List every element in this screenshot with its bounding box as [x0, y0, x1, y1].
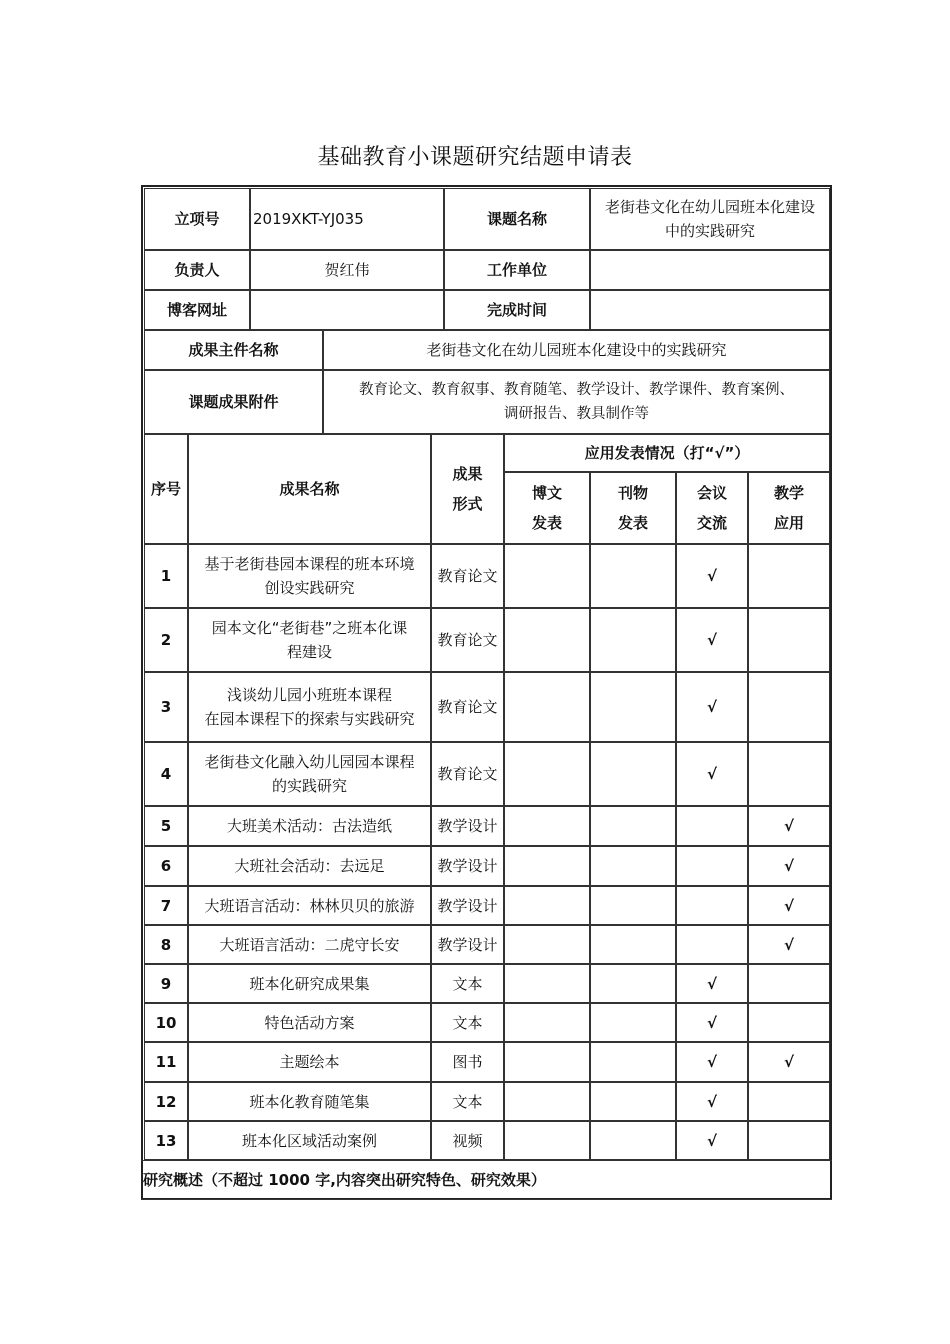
- row-form: 视频: [431, 1121, 504, 1160]
- row-check-teach: √: [748, 806, 830, 846]
- row-name-line1: 浅谈幼儿园小班班本课程: [226, 686, 392, 704]
- row-form: 教学设计: [431, 886, 504, 925]
- summary-label: 研究概述（不超过 1000 字,内容突出研究特色、研究效果）: [141, 1160, 832, 1200]
- row-seq: 3: [144, 672, 188, 742]
- col-blog-header: [504, 472, 590, 544]
- row-check-blog: [504, 1121, 590, 1160]
- row-check-journal: [590, 1082, 676, 1121]
- row-seq: 4: [144, 742, 188, 806]
- topic-value: [590, 188, 830, 250]
- topic-value-line1: 老街巷文化在幼儿园班本化建设: [604, 198, 815, 216]
- row-check-meeting: √: [676, 672, 748, 742]
- attach-label: 课题成果附件: [144, 370, 323, 434]
- col-journal-line1: 刊物: [617, 484, 648, 502]
- row-check-meeting: √: [676, 608, 748, 672]
- row-check-journal: [590, 925, 676, 964]
- row-name-line1: 大班美术活动：古法造纸: [226, 817, 392, 835]
- row-name-line2: 程建设: [286, 643, 332, 661]
- row-name: [188, 806, 431, 846]
- row-check-meeting: [676, 846, 748, 886]
- row-check-teach: [748, 1082, 830, 1121]
- row-check-meeting: √: [676, 964, 748, 1003]
- topic-label: 课题名称: [444, 188, 590, 250]
- row-name: [188, 608, 431, 672]
- blog-value: [250, 290, 444, 330]
- row-check-blog: [504, 742, 590, 806]
- page-title: 基础教育小课题研究结题申请表: [317, 145, 633, 170]
- row-seq: 11: [144, 1042, 188, 1082]
- row-check-meeting: [676, 886, 748, 925]
- finish-label: 完成时间: [444, 290, 590, 330]
- main-result-value: 老街巷文化在幼儿园班本化建设中的实践研究: [323, 330, 830, 370]
- topic-value-line2: 中的实践研究: [664, 222, 755, 240]
- row-name: [188, 964, 431, 1003]
- row-check-blog: [504, 608, 590, 672]
- row-check-meeting: √: [676, 1042, 748, 1082]
- col-form-line2: 形式: [452, 495, 483, 513]
- row-form: 教学设计: [431, 806, 504, 846]
- row-check-teach: √: [748, 846, 830, 886]
- row-check-journal: [590, 806, 676, 846]
- row-seq: 10: [144, 1003, 188, 1042]
- row-check-teach: [748, 672, 830, 742]
- row-check-teach: [748, 544, 830, 608]
- row-seq: 9: [144, 964, 188, 1003]
- col-teach-line2: 应用: [773, 514, 804, 532]
- row-check-journal: [590, 1003, 676, 1042]
- row-form: 教育论文: [431, 672, 504, 742]
- row-name-line2: 的实践研究: [271, 777, 347, 795]
- leader-label: 负责人: [144, 250, 250, 290]
- row-form: 教学设计: [431, 925, 504, 964]
- col-apply-header: 应用发表情况（打“√”）: [504, 434, 830, 472]
- project-no-label: 立项号: [144, 188, 250, 250]
- row-name: [188, 886, 431, 925]
- row-name-line1: 基于老街巷园本课程的班本环境: [204, 555, 415, 573]
- blog-label: 博客网址: [144, 290, 250, 330]
- row-check-journal: [590, 1042, 676, 1082]
- row-name-line2: 创设实践研究: [264, 579, 355, 597]
- row-check-blog: [504, 925, 590, 964]
- col-teach-header: [748, 472, 830, 544]
- col-meeting-line2: 交流: [696, 514, 727, 532]
- row-name-line2: 在园本课程下的探索与实践研究: [204, 710, 415, 728]
- row-name: [188, 925, 431, 964]
- row-form: 教育论文: [431, 544, 504, 608]
- col-journal-line2: 发表: [617, 514, 648, 532]
- finish-value: [590, 290, 830, 330]
- row-check-journal: [590, 608, 676, 672]
- row-check-blog: [504, 806, 590, 846]
- row-name: [188, 1042, 431, 1082]
- row-check-blog: [504, 672, 590, 742]
- row-form: 教育论文: [431, 742, 504, 806]
- row-name-line1: 大班语言活动：二虎守长安: [219, 935, 400, 954]
- main-result-label: 成果主件名称: [144, 330, 323, 370]
- row-check-blog: [504, 846, 590, 886]
- row-check-teach: √: [748, 886, 830, 925]
- row-check-meeting: √: [676, 1121, 748, 1160]
- row-check-teach: [748, 742, 830, 806]
- row-check-journal: [590, 846, 676, 886]
- attach-line2: 调研报告、教具制作等: [504, 406, 649, 422]
- row-name-line1: 班本化教育随笔集: [249, 1092, 370, 1111]
- row-check-journal: [590, 742, 676, 806]
- row-seq: 5: [144, 806, 188, 846]
- row-form: 教学设计: [431, 846, 504, 886]
- col-meeting-line1: 会议: [696, 484, 727, 502]
- row-check-journal: [590, 544, 676, 608]
- row-seq: 8: [144, 925, 188, 964]
- row-check-journal: [590, 672, 676, 742]
- row-check-meeting: [676, 806, 748, 846]
- row-form: 图书: [431, 1042, 504, 1082]
- row-check-teach: [748, 1121, 830, 1160]
- row-form: 文本: [431, 1003, 504, 1042]
- col-meeting-header: [676, 472, 748, 544]
- row-name-line1: 特色活动方案: [264, 1013, 355, 1032]
- row-check-blog: [504, 886, 590, 925]
- row-check-blog: [504, 1042, 590, 1082]
- row-check-meeting: √: [676, 1082, 748, 1121]
- row-form: 文本: [431, 1082, 504, 1121]
- row-seq: 1: [144, 544, 188, 608]
- row-check-teach: [748, 964, 830, 1003]
- row-check-blog: [504, 544, 590, 608]
- attach-line1: 教育论文、教育叙事、教育随笔、教学设计、教学课件、教育案例、: [359, 382, 794, 398]
- row-check-teach: [748, 1003, 830, 1042]
- row-name-line1: 大班语言活动：林林贝贝的旅游: [204, 896, 415, 915]
- row-name: [188, 672, 431, 742]
- row-check-meeting: √: [676, 1003, 748, 1042]
- row-check-journal: [590, 886, 676, 925]
- col-name-header: 成果名称: [188, 434, 431, 544]
- row-name-line1: 班本化研究成果集: [249, 974, 370, 993]
- col-blog-line1: 博文: [531, 484, 562, 502]
- unit-value: [590, 250, 830, 290]
- col-form-header: [431, 434, 504, 544]
- row-check-blog: [504, 1003, 590, 1042]
- row-name: [188, 742, 431, 806]
- row-form: 文本: [431, 964, 504, 1003]
- row-seq: 6: [144, 846, 188, 886]
- row-name-line1: 大班社会活动：去远足: [234, 857, 385, 875]
- row-name: [188, 544, 431, 608]
- row-seq: 7: [144, 886, 188, 925]
- col-journal-header: [590, 472, 676, 544]
- row-form: 教育论文: [431, 608, 504, 672]
- row-name-line1: 班本化区域活动案例: [241, 1131, 377, 1150]
- row-check-meeting: √: [676, 544, 748, 608]
- row-check-teach: √: [748, 925, 830, 964]
- col-form-line1: 成果: [452, 465, 483, 483]
- row-check-blog: [504, 964, 590, 1003]
- row-check-journal: [590, 964, 676, 1003]
- col-seq-header: 序号: [144, 434, 188, 544]
- row-name: [188, 1121, 431, 1160]
- row-seq: 13: [144, 1121, 188, 1160]
- row-name: [188, 846, 431, 886]
- col-blog-line2: 发表: [531, 514, 562, 532]
- row-seq: 2: [144, 608, 188, 672]
- row-name-line1: 老街巷文化融入幼儿园园本课程: [204, 753, 415, 771]
- row-name-line1: 园本文化“老街巷”之班本化课: [211, 619, 408, 637]
- row-check-blog: [504, 1082, 590, 1121]
- col-teach-line1: 教学: [773, 484, 804, 502]
- project-no-value: 2019XKT-YJ035: [250, 188, 444, 250]
- row-seq: 12: [144, 1082, 188, 1121]
- row-check-meeting: √: [676, 742, 748, 806]
- row-check-journal: [590, 1121, 676, 1160]
- row-check-meeting: [676, 925, 748, 964]
- unit-label: 工作单位: [444, 250, 590, 290]
- row-name-line1: 主题绘本: [279, 1053, 340, 1071]
- leader-value: 贺红伟: [250, 250, 444, 290]
- row-name: [188, 1003, 431, 1042]
- row-check-teach: √: [748, 1042, 830, 1082]
- attach-value: [323, 370, 830, 434]
- row-name: [188, 1082, 431, 1121]
- row-check-teach: [748, 608, 830, 672]
